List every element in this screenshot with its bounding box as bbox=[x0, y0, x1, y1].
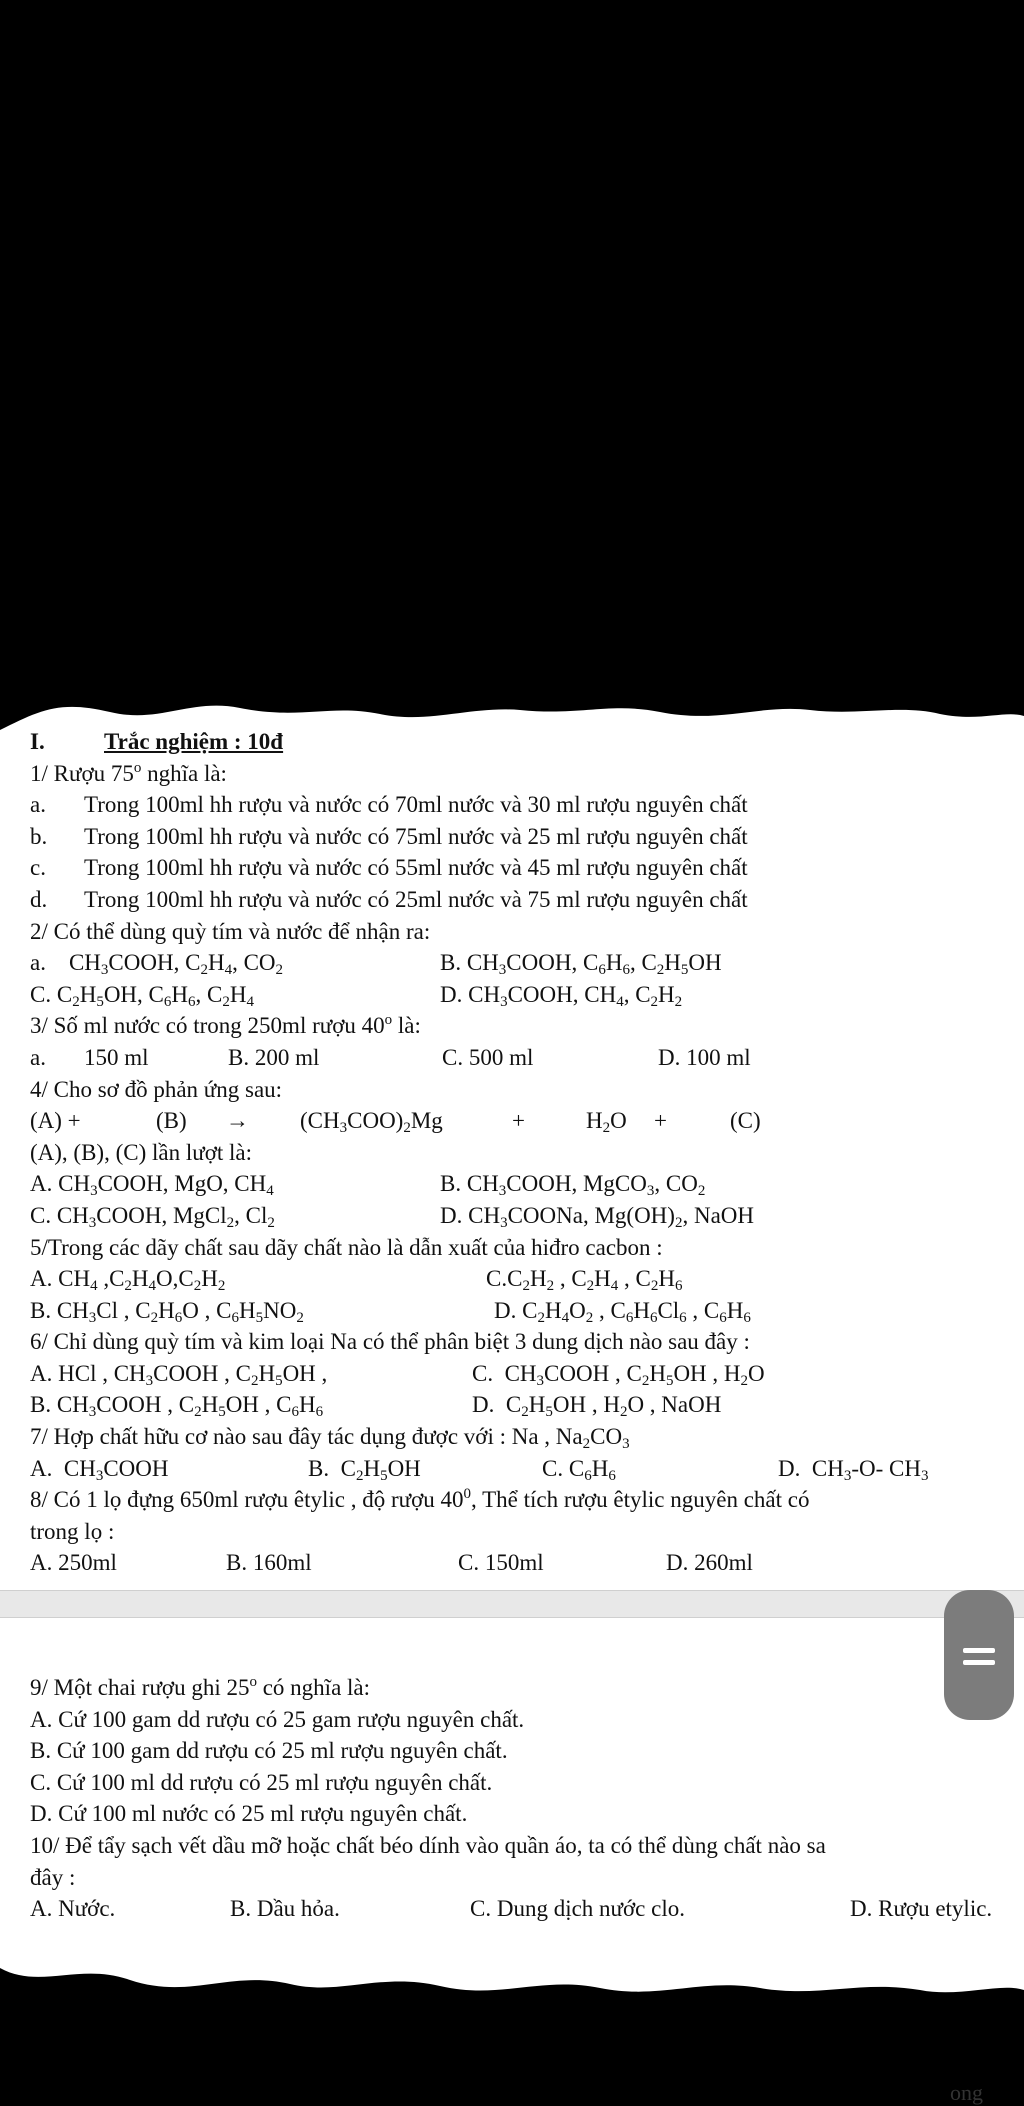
q4-key: B. bbox=[440, 1171, 462, 1197]
q2-key: C. bbox=[30, 981, 52, 1007]
q7-option-b: B. $C_2H_5OH$ bbox=[308, 1455, 421, 1484]
q4-options-ab bbox=[30, 1168, 1024, 1200]
q3-prompt-b: là: bbox=[392, 1013, 421, 1039]
q4-sub: (A), (B), (C) lần lượt là: bbox=[30, 1139, 252, 1165]
q10-prompt-2: đây : bbox=[30, 1864, 76, 1890]
q4-water: $H_2O$ bbox=[586, 1108, 627, 1137]
question-6 bbox=[30, 1326, 1024, 1358]
q4-prompt: 4/ Cho sơ đồ phản ứng sau: bbox=[30, 1076, 283, 1102]
q4-scheme-b: (B) bbox=[156, 1108, 187, 1134]
q6-option-a: A. HCl , $CH_3COOH$ , $C_2H_5OH$ , bbox=[30, 1360, 328, 1389]
q2-key: D. bbox=[440, 981, 463, 1007]
q4-scheme-a: (A) + bbox=[30, 1108, 81, 1134]
q4-key: A. bbox=[30, 1171, 53, 1197]
q9-degree: o bbox=[249, 1674, 257, 1690]
q9-option-text: D. Cứ 100 ml nước có 25 ml rượu nguyên chất. bbox=[30, 1801, 468, 1827]
q4-option-a: A. $CH_3COOH$, MgO, $CH_4$ bbox=[30, 1171, 274, 1200]
q9-option-d bbox=[30, 1798, 1024, 1830]
q6-key: A. bbox=[30, 1360, 53, 1386]
q6-key: B. bbox=[30, 1392, 52, 1418]
q4-plus: + bbox=[654, 1108, 667, 1134]
q4-subprompt bbox=[30, 1137, 1024, 1169]
q1-text: Trong 100ml hh rượu và nước có 75ml nước và 25 ml rượu nguyên chất bbox=[84, 823, 748, 849]
q7-option-a: A. $CH_3COOH$ bbox=[30, 1455, 169, 1484]
q4-key: C. bbox=[30, 1202, 52, 1228]
q7-option-d: D. $CH_3-O-$ $CH_3$ bbox=[778, 1455, 929, 1484]
q1-key: c. bbox=[30, 855, 46, 881]
q5-option-b: B. $CH_3Cl$ , $C_2H_6O$ , $C_6H_5NO_2$ bbox=[30, 1297, 304, 1326]
q10-option-a: A. Nước. bbox=[30, 1896, 116, 1922]
q1-prompt-b: nghĩa là: bbox=[141, 760, 227, 786]
question-10 bbox=[30, 1830, 1024, 1862]
q7-key: A. bbox=[30, 1455, 53, 1481]
q1-key: d. bbox=[30, 886, 48, 912]
q2-key: B. bbox=[440, 950, 462, 976]
q8-prompt-line-2 bbox=[30, 1516, 1024, 1548]
q6-option-c: C. $CH_3COOH$ , $C_2H_5OH$ , $H_2O$ bbox=[472, 1360, 765, 1389]
section-title: Trắc nghiệm : 10đ bbox=[104, 729, 284, 754]
q1-option-d bbox=[30, 884, 1024, 916]
q8-option-a: A. 250ml bbox=[30, 1550, 117, 1576]
q1-text: Trong 100ml hh rượu và nước có 70ml nước và 30 ml rượu nguyên chất bbox=[84, 792, 748, 818]
q8-prompt-2: trong lọ : bbox=[30, 1518, 115, 1544]
q1-key: a. bbox=[30, 792, 46, 818]
q1-text: Trong 100ml hh rượu và nước có 25ml nước và 75 ml rượu nguyên chất bbox=[84, 886, 748, 912]
q2-options-ab bbox=[30, 947, 1024, 979]
q3-option-a: 150 ml bbox=[84, 1044, 149, 1070]
q5-options-bd bbox=[30, 1295, 1024, 1327]
q3-prompt-a: 3/ Số ml nước có trong 250ml rượu 40 bbox=[30, 1013, 385, 1039]
q3-option-b: B. 200 ml bbox=[228, 1044, 320, 1070]
document-sheet bbox=[0, 700, 1024, 2106]
q9-prompt-a: 9/ Một chai rượu ghi 25 bbox=[30, 1675, 250, 1700]
question-9 bbox=[30, 1672, 1024, 1704]
q2-option-a: a. $CH_3COOH$, $C_2H_4$, $CO_2$ bbox=[30, 950, 284, 979]
q2-option-b: B. $CH_3COOH$, $C_6H_6$, $C_2H_5OH$ bbox=[440, 950, 722, 979]
q10-options bbox=[30, 1893, 1024, 1925]
question-2 bbox=[30, 916, 1024, 948]
q8-degree: 0 bbox=[463, 1486, 472, 1503]
q5-prompt: 5/Trong các dãy chất sau dãy chất nào là dẫn xuất của hiđro cacbon : bbox=[30, 1234, 663, 1260]
q8-option-b: B. 160ml bbox=[226, 1550, 312, 1576]
q4-key: D. bbox=[440, 1202, 463, 1228]
q7-key: B. bbox=[308, 1455, 330, 1481]
q5-options-ac bbox=[30, 1263, 1024, 1295]
q7-prompt: 7/ Hợp chất hữu cơ nào sau đây tác dụng được với : Na , Na bbox=[30, 1424, 583, 1450]
q7-key: C. bbox=[542, 1455, 564, 1481]
q5-key: C. bbox=[486, 1266, 508, 1292]
q2-prompt: 2/ Có thể dùng quỳ tím và nước để nhận ra: bbox=[30, 918, 431, 944]
q9-option-text: A. Cứ 100 gam dd rượu có 25 gam rượu nguyên chất. bbox=[30, 1706, 525, 1732]
q4-option-d: D. $CH_3COONa$, $Mg(OH)_2$, NaOH bbox=[440, 1202, 754, 1231]
q2-option-c: C. $C_2H_5OH$, $C_6H_6$, $C_2H_4$ bbox=[30, 981, 254, 1010]
q10-option-b: B. Dầu hỏa. bbox=[230, 1896, 340, 1922]
q10-option-d: D. Rượu etylic. bbox=[850, 1896, 993, 1922]
q2-key: a. bbox=[30, 950, 46, 976]
q7-option-c: C. $C_6H_6$ bbox=[542, 1455, 616, 1484]
arrow-icon: → bbox=[226, 1108, 249, 1134]
drag-handle[interactable] bbox=[944, 1590, 1014, 1720]
questions-part-1 bbox=[30, 726, 1024, 1579]
q8-options bbox=[30, 1547, 1024, 1579]
q3-degree: o bbox=[384, 1012, 393, 1029]
section-header bbox=[30, 726, 1024, 758]
q1-degree: o bbox=[133, 759, 142, 776]
q7-prompt-end: CO bbox=[590, 1424, 623, 1450]
q9-option-a bbox=[30, 1704, 1024, 1736]
q5-option-d: D. $C_2H_4O_2$ , $C_6H_6Cl_6$ , $C_6H_6$ bbox=[494, 1297, 751, 1326]
q10-option-c: C. Dung dịch nước clo. bbox=[470, 1896, 685, 1922]
q9-option-text: C. Cứ 100 ml dd rượu có 25 ml rượu nguyên chất. bbox=[30, 1769, 493, 1795]
q4-option-b: B. $CH_3COOH$, MgCO$_3$, $CO_2$ bbox=[440, 1171, 706, 1200]
q9-option-c bbox=[30, 1767, 1024, 1799]
q1-prompt-a: 1/ Rượu 75 bbox=[30, 760, 134, 786]
q10-prompt-line-2 bbox=[30, 1862, 1024, 1894]
corner-text: ong bbox=[950, 2080, 983, 2105]
q6-options-bd bbox=[30, 1389, 1024, 1421]
q9-option-b bbox=[30, 1735, 1024, 1767]
q10-prompt: 10/ Để tẩy sạch vết dầu mỡ hoặc chất béo dính vào quần áo, ta có thể dùng chất nào sa bbox=[30, 1832, 826, 1858]
q9-prompt-b: có nghĩa là: bbox=[256, 1675, 371, 1700]
q4-plus: + bbox=[512, 1108, 525, 1134]
q1-text: Trong 100ml hh rượu và nước có 55ml nước và 45 ml rượu nguyên chất bbox=[84, 855, 748, 881]
q6-option-d: D. $C_2H_5OH$ , $H_2O$ , NaOH bbox=[472, 1392, 722, 1421]
q6-options-ac bbox=[30, 1358, 1024, 1390]
q8-option-c: C. 150ml bbox=[458, 1550, 544, 1576]
q4-scheme-c: (C) bbox=[730, 1108, 761, 1134]
q2-option-d: D. $CH_3COOH$, $CH_4$, $C_2H_2$ bbox=[440, 981, 683, 1010]
q2-options-cd bbox=[30, 979, 1024, 1011]
q8-prompt-b: , Thể tích rượu êtylic nguyên chất có bbox=[471, 1487, 810, 1513]
question-4 bbox=[30, 1074, 1024, 1106]
questions-part-2 bbox=[30, 1672, 1024, 1925]
section-number: I. bbox=[30, 729, 45, 754]
q6-prompt: 6/ Chỉ dùng quỳ tím và kim loại Na có thể phân biệt 3 dung dịch nào sau đây : bbox=[30, 1329, 750, 1355]
q4-options-cd bbox=[30, 1200, 1024, 1232]
page-divider bbox=[0, 1590, 1024, 1618]
q4-scheme bbox=[30, 1105, 1024, 1137]
q1-option-c bbox=[30, 852, 1024, 884]
q6-option-b: B. $CH_3COOH$ , $C_2H_5OH$ , $C_6H_6$ bbox=[30, 1392, 324, 1421]
q8-prompt-a: 8/ Có 1 lọ đựng 650ml rượu êtylic , độ rượu 40 bbox=[30, 1487, 464, 1513]
q8-option-d: D. 260ml bbox=[666, 1550, 753, 1576]
q5-key: B. bbox=[30, 1297, 52, 1323]
q5-option-a: A. $CH_4$ $,C_2H_4O,C_2H_2$ bbox=[30, 1266, 226, 1295]
q5-key: D. bbox=[494, 1297, 517, 1323]
q6-key: D. bbox=[472, 1392, 495, 1418]
q5-key: A. bbox=[30, 1266, 53, 1292]
q4-option-c: C. $CH_3COOH$, MgCl$_2$, $Cl_2$ bbox=[30, 1202, 275, 1231]
question-1 bbox=[30, 758, 1024, 790]
q1-key: b. bbox=[30, 823, 48, 849]
q3-option-d: D. 100 ml bbox=[658, 1044, 751, 1070]
q4-product: $(CH_3COO)_2Mg$ bbox=[300, 1108, 443, 1137]
question-8 bbox=[30, 1484, 1024, 1516]
q1-option-b bbox=[30, 821, 1024, 853]
handle-bar-icon bbox=[963, 1648, 995, 1653]
q3-key-a: a. bbox=[30, 1044, 46, 1070]
question-5 bbox=[30, 1232, 1024, 1264]
q9-option-text: B. Cứ 100 gam dd rượu có 25 ml rượu nguyên chất. bbox=[30, 1738, 508, 1764]
q1-option-a bbox=[30, 789, 1024, 821]
handle-bar-icon bbox=[963, 1660, 995, 1665]
q3-option-c: C. 500 ml bbox=[442, 1044, 534, 1070]
q3-options bbox=[30, 1042, 1024, 1074]
question-7: 7/ Hợp chất hữu cơ nào sau đây tác dụng được với : Na , $Na_2CO_3$ bbox=[30, 1424, 630, 1453]
q5-option-c: $C.C_2H_2$ , $C_2H_4$ , $C_2H_6$ bbox=[486, 1266, 683, 1295]
q6-key: C. bbox=[472, 1360, 494, 1386]
question-3 bbox=[30, 1010, 1024, 1042]
q7-options bbox=[30, 1453, 1024, 1485]
q7-key: D. bbox=[778, 1455, 801, 1481]
